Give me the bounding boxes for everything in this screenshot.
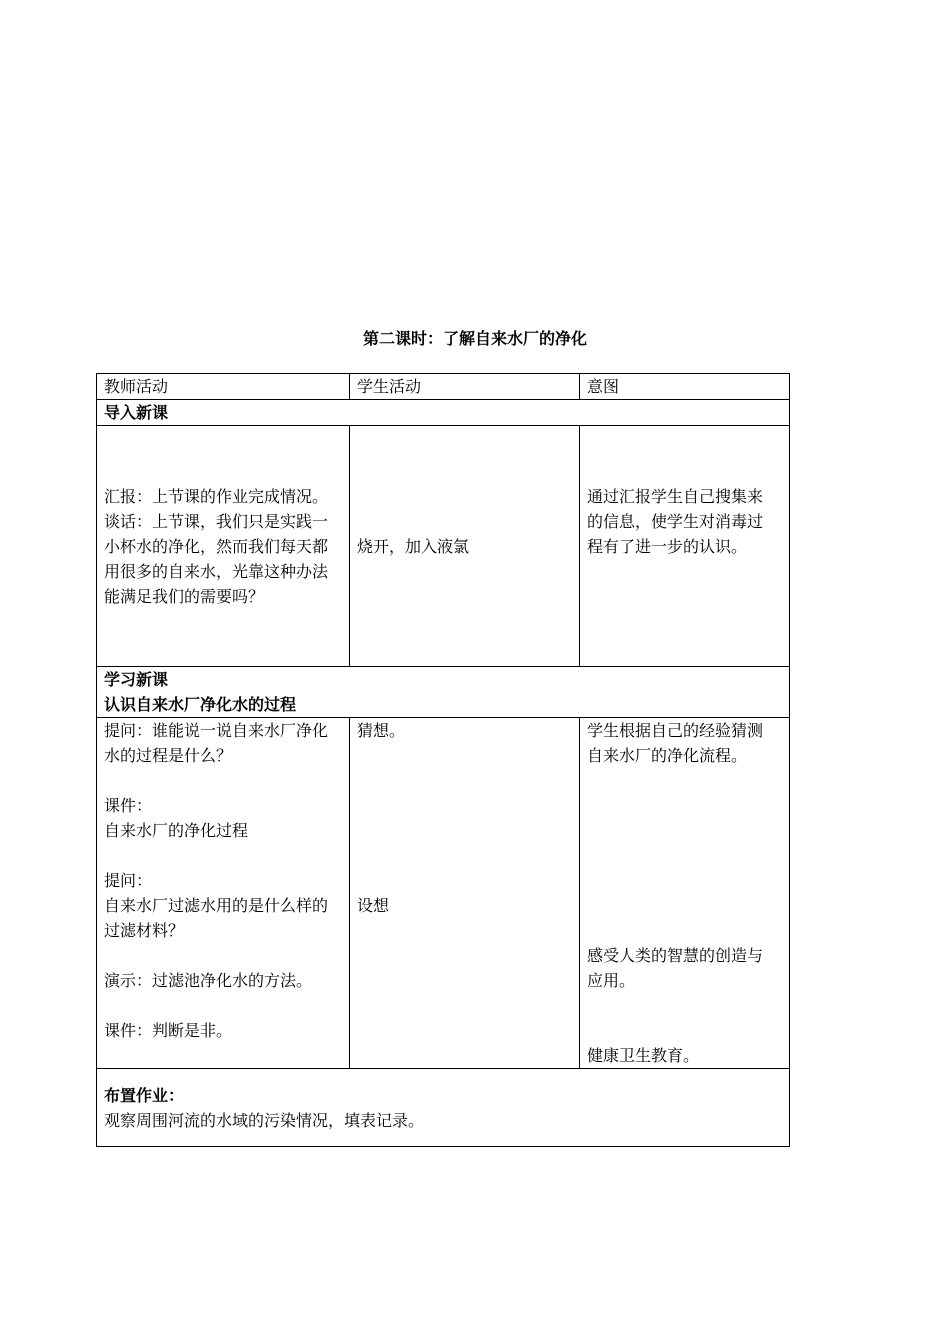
learn-teacher-line: 提问：谁能说一说自来水厂净化 [104,721,329,740]
intro-teacher-cell [97,426,350,667]
intro-intent-line: 程有了进一步的认识。 [587,537,748,556]
learn-teacher-line: 自来水厂的净化过程 [104,821,249,840]
learn-teacher-line: 演示：过滤池净化水的方法。 [104,971,313,990]
intro-intent-line: 通过汇报学生自己搜集来 [587,487,764,506]
homework-cell [97,1069,790,1147]
intro-student-cell [350,426,580,667]
header-student-activity: 学生活动 [350,374,580,400]
learn-student-line: 猜想。 [357,721,406,740]
intro-teacher-line: 谈话：上节课，我们只是实践一 [104,511,329,531]
learn-teacher-line: 水的过程是什么？ [104,746,233,765]
learn-intent-cell [580,718,790,1069]
intro-teacher-line: 汇报：上节课的作业完成情况。 [104,486,329,506]
intro-intent-line: 的信息，使学生对消毒过 [587,512,764,531]
section-learn-label: 学习新课 [104,670,169,689]
table-header-row [97,374,790,400]
learn-teacher-line: 课件： [104,796,153,815]
learn-teacher-line: 自来水厂过滤水用的是什么样的 [104,896,329,915]
intro-teacher-line: 用很多的自来水，光靠这种办法 [104,561,329,581]
learn-teacher-line: 过滤材料？ [104,921,185,940]
homework-row [97,1069,790,1147]
learn-student-line: 设想 [357,896,390,915]
section-intro-label: 导入新课 [97,400,790,426]
section-intro-row [97,426,790,667]
section-learn-label-row [97,667,790,718]
intro-teacher-line: 能满足我们的需要吗？ [104,586,265,606]
header-intent: 意图 [580,374,790,400]
learn-teacher-line: 课件：判断是非。 [104,1021,233,1040]
intro-intent-cell [580,426,790,667]
section-learn-sublabel: 认识自来水厂净化水的过程 [104,695,297,714]
learn-intent-line: 自来水厂的净化流程。 [587,746,748,765]
lesson-plan-table [96,373,790,1147]
learn-intent-line: 应用。 [587,971,636,990]
learn-intent-line: 健康卫生教育。 [587,1046,700,1065]
section-intro-label-row [97,400,790,426]
homework-text: 观察周围河流的水域的污染情况，填表记录。 [104,1110,425,1130]
learn-student-cell [350,718,580,1069]
homework-label: 布置作业： [104,1085,185,1105]
page-title: 第二课时：了解自来水厂的净化 [362,329,587,348]
learn-teacher-line: 提问： [104,871,153,890]
header-teacher-activity: 教师活动 [97,374,350,400]
section-learn-row [97,718,790,1069]
learn-intent-line: 感受人类的智慧的创造与 [587,946,764,965]
intro-teacher-line: 小杯水的净化，然而我们每天都 [104,536,329,556]
intro-student-text: 烧开，加入液氯 [357,536,470,556]
learn-intent-line: 学生根据自己的经验猜测 [587,721,764,740]
learn-teacher-cell [97,718,350,1069]
section-learn-label-cell [97,667,790,718]
